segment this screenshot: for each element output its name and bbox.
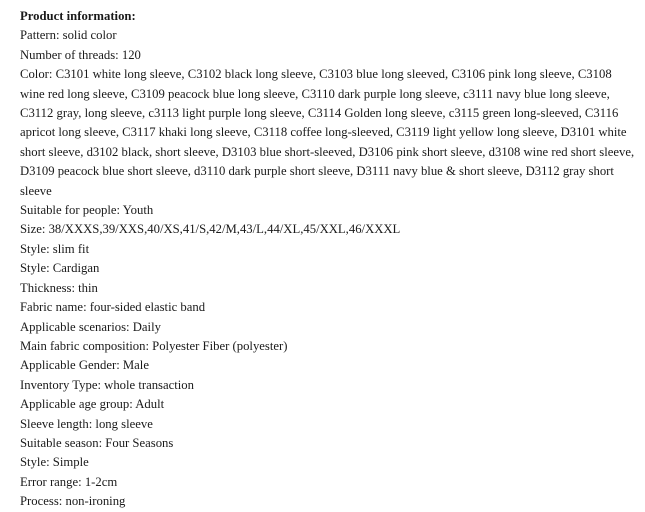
spec-value: slim fit (52, 241, 90, 256)
spec-label: Fabric name (20, 300, 84, 315)
spec-value: 1-2cm (84, 474, 118, 489)
spec-number-of-threads: Number of threads: 120 (20, 47, 141, 62)
spec-value: thin (78, 280, 98, 295)
spec-pattern: Pattern: solid color (20, 28, 117, 43)
spec-value: Daily (132, 319, 161, 334)
spec-label: Number of threads (20, 47, 116, 62)
spec-value: Male (122, 358, 149, 373)
spec-label: Style (20, 261, 47, 276)
spec-fabric-name: Fabric name: four-sided elastic band (20, 300, 206, 315)
spec-sleeve-length: Sleeve length: long sleeve (20, 416, 153, 431)
spec-applicable-scenarios: Applicable scenarios: Daily (20, 319, 161, 334)
spec-applicable-age-group: Applicable age group: Adult (20, 397, 165, 412)
spec-label: Suitable season (20, 435, 99, 450)
spec-value: Polyester Fiber (polyester) (152, 338, 288, 353)
spec-value: Cardigan (52, 261, 100, 276)
spec-label: Process (20, 494, 59, 509)
spec-value: whole transaction (104, 377, 194, 392)
spec-label: Pattern (20, 28, 56, 43)
spec-value: Youth (122, 203, 154, 218)
spec-size: Size: 38/XXXS,39/XXS,40/XS,41/S,42/M,43/L,44/XL,45/XXL,46/XXXL (20, 222, 401, 237)
spec-value: non-ironing (65, 494, 126, 509)
spec-error-range: Error range: 1-2cm (20, 474, 118, 489)
spec-label: Suitable for people (20, 203, 117, 218)
spec-label: Applicable age group (20, 397, 130, 412)
spec-applicable-gender: Applicable Gender: Male (20, 358, 149, 373)
spec-thickness: Thickness: thin (20, 280, 98, 295)
spec-label: Inventory Type (20, 377, 98, 392)
spec-inventory-type: Inventory Type: whole transaction (20, 377, 194, 392)
spec-label: Thickness (20, 280, 72, 295)
spec-value: C3101 white long sleeve, C3102 black long sleeve, C3103 blue long sleeved, C3106 pink long sleeve, C3108 wine red long sleeve, C3109 peacock blue long sleeve, C3110 dark purple long sleeve, c3111 navy blue long sleeve, C3112 gray, long sleeve, c3113 light purple long sleeve, C3114 Golden long sleeve, c3115 green long-sleeved, C3116 apricot long sleeve, C3117 khaki long sleeve, C3118 coffee long-sleeved, C3119 light yellow long sleeve, D3101 white short sleeve, d3102 black, short sleeve, D3103 blue short-sleeved, D3106 pink short sleeve, d3108 wine red short sleeve, D3109 peacock blue short sleeve, d3110 dark purple short sleeve, D3111 navy blue & short sleeve, D3112 gray short sleeve (20, 67, 635, 198)
spec-value: Adult (135, 397, 165, 412)
spec-label: Sleeve length (20, 416, 89, 431)
spec-label: Applicable Gender (20, 358, 117, 373)
spec-process: Process: non-ironing (20, 494, 126, 509)
spec-value: 38/XXXS,39/XXS,40/XS,41/S,42/M,43/L,44/XL,45/XXL,46/XXXL (48, 222, 401, 237)
spec-value: solid color (62, 28, 117, 43)
spec-style-type: Style: Cardigan (20, 261, 100, 276)
spec-style-simple: Style: Simple (20, 455, 89, 470)
spec-color: Color: C3101 white long sleeve, C3102 black long sleeve, C3103 blue long sleeved, C3106 pink long sleeve, C3108 wine red long sleeve, C3109 peacock blue long sleeve, C3110 dark purple long sleeve, c3111 navy blue long sleeve, C3112 gray, long sleeve, c3113 light purple long sleeve, C3114 Golden long sleeve, c3115 green long-sleeved, C3116 apricot long sleeve, C3117 khaki long sleeve, C3118 coffee long-sleeved, C3119 light yellow long sleeve, D3101 white short sleeve, d3102 black, short sleeve, D3103 blue short-sleeved, D3106 pink short sleeve, d3108 wine red short sleeve, D3109 peacock blue short sleeve, d3110 dark purple short sleeve, D3111 navy blue & short sleeve, D3112 gray short sleeve (20, 67, 635, 198)
spec-label: Style (20, 455, 47, 470)
spec-label: Applicable scenarios (20, 319, 127, 334)
spec-label: Error range (20, 474, 79, 489)
spec-label: Style (20, 241, 47, 256)
spec-value: Simple (52, 455, 89, 470)
spec-suitable-season: Suitable season: Four Seasons (20, 435, 174, 450)
spec-value: long sleeve (95, 416, 153, 431)
spec-label: Color (20, 67, 49, 82)
spec-label: Size (20, 222, 42, 237)
spec-value: Four Seasons (105, 435, 174, 450)
product-information (20, 7, 638, 512)
spec-value: 120 (121, 47, 141, 62)
spec-suitable-for-people: Suitable for people: Youth (20, 203, 154, 218)
spec-style-fit: Style: slim fit (20, 241, 90, 256)
spec-main-fabric-composition: Main fabric composition: Polyester Fiber (polyester) (20, 338, 288, 353)
section-title: Product information: (20, 9, 136, 23)
spec-label: Main fabric composition (20, 338, 146, 353)
spec-value: four-sided elastic band (89, 300, 206, 315)
